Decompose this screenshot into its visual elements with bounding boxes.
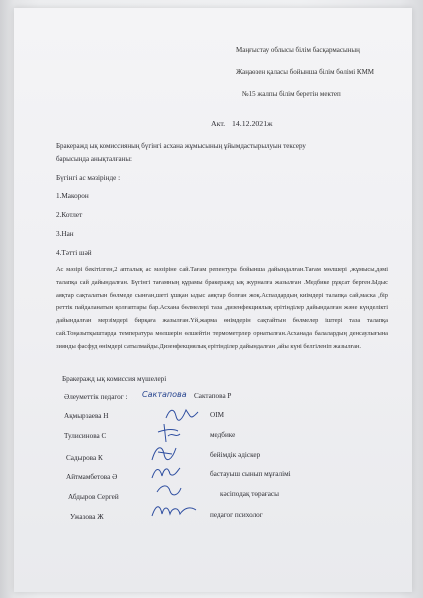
handwritten-signature-text: Сактапова bbox=[142, 390, 187, 399]
intro-line-1: Бракеражд ық комиссияның бүгінгі асхана жұмысының ұйымдастырылуын тексеру bbox=[56, 142, 306, 150]
signature-scribble bbox=[148, 464, 182, 482]
signature-scribble bbox=[154, 482, 184, 500]
act-label: Акт. bbox=[211, 119, 226, 128]
member-name: Әлеуметтік педагог : bbox=[64, 393, 128, 401]
header-line-1: Маңғыстау облысы білім басқармасының bbox=[236, 46, 360, 54]
member-name: Тулисинова С bbox=[64, 432, 107, 440]
member-role: бейімдік әдіскер bbox=[210, 451, 261, 459]
header-line-2: Жаңаөзен қаласы бойынша білім бөлімі КММ bbox=[236, 68, 375, 76]
commission-title: Бракеражд ық комиссия мүшелері bbox=[62, 375, 167, 383]
member-name: Абдыров Сергей bbox=[68, 493, 119, 501]
member-name: Ақмырзаева Н bbox=[64, 412, 109, 420]
header-line-3: №15 жалпы білім беретін мектеп bbox=[242, 90, 341, 98]
menu-item: 4.Тәтті шәй bbox=[56, 249, 92, 257]
menu-title: Бүгінгі ас мәзірінде : bbox=[56, 174, 121, 182]
signature-scribble bbox=[154, 422, 184, 444]
signature-scribble bbox=[164, 406, 200, 422]
act-date: 14.12.2021ж bbox=[232, 119, 273, 128]
signature-scribble bbox=[148, 442, 182, 464]
member-role: медбике bbox=[210, 431, 236, 439]
member-role: бастауыш сынып мұғалімі bbox=[210, 470, 291, 478]
member-role: Сактапова Р bbox=[194, 392, 232, 400]
member-name: Садырова К bbox=[66, 454, 103, 462]
menu-item: 3.Нан bbox=[56, 230, 74, 238]
menu-item: 1.Макорон bbox=[56, 192, 89, 200]
member-role: педагог психолог bbox=[210, 511, 263, 519]
inspection-paragraph: Ас мәзірі бекітілген,2 апталық ас мәзіріне сай.Тағам репентура бойынша дайындалған.Тағам мөлшері ,жұмысы,дәмі талапқа сай дайындалған. Бүгінгі тағамның құрамы бракеражд ық журналға жазылған .Медбике рұқсат берген.Ыдыс аяқтар сақталатын бөлмеде сынған,шеті ұшқан ыдыс аяқтар болған жоқ.Аспаздардың киімдері талапқа сай,маска ,бір реттік пайдаланатын қолғаптары бар.Асхана бөлмелері таза ,дизенфекциялық ерітінділер дайындалған және күнделікті дайындалған мерзімдері бирқаға жазылған.Үй,жарма өнімдерін сақтайтын бөлмелер іштері таза талапқа сай.Тоңазытқыштарда температура мөлшерін өлшейтін термометрлер орнатылған.Асханада балалардың денсаулығына зиянды фасфуд өнімдері сатылмайды.Дизенфекциялық ерітінділер дайындалған ,айы күні белгіленіп жазылған. bbox=[56, 266, 388, 350]
signature-scribble bbox=[150, 502, 198, 522]
member-role: кәсіподақ төрағасы bbox=[220, 490, 279, 498]
menu-item: 2.Котлет bbox=[56, 211, 83, 219]
intro-line-2: барысында анықталғаны: bbox=[56, 155, 132, 163]
member-name: Айтмамбетова Ә bbox=[66, 473, 118, 481]
member-name: Ужазова Ж bbox=[70, 513, 104, 521]
document-sheet bbox=[14, 8, 412, 592]
member-role: ОІМ bbox=[210, 411, 224, 419]
